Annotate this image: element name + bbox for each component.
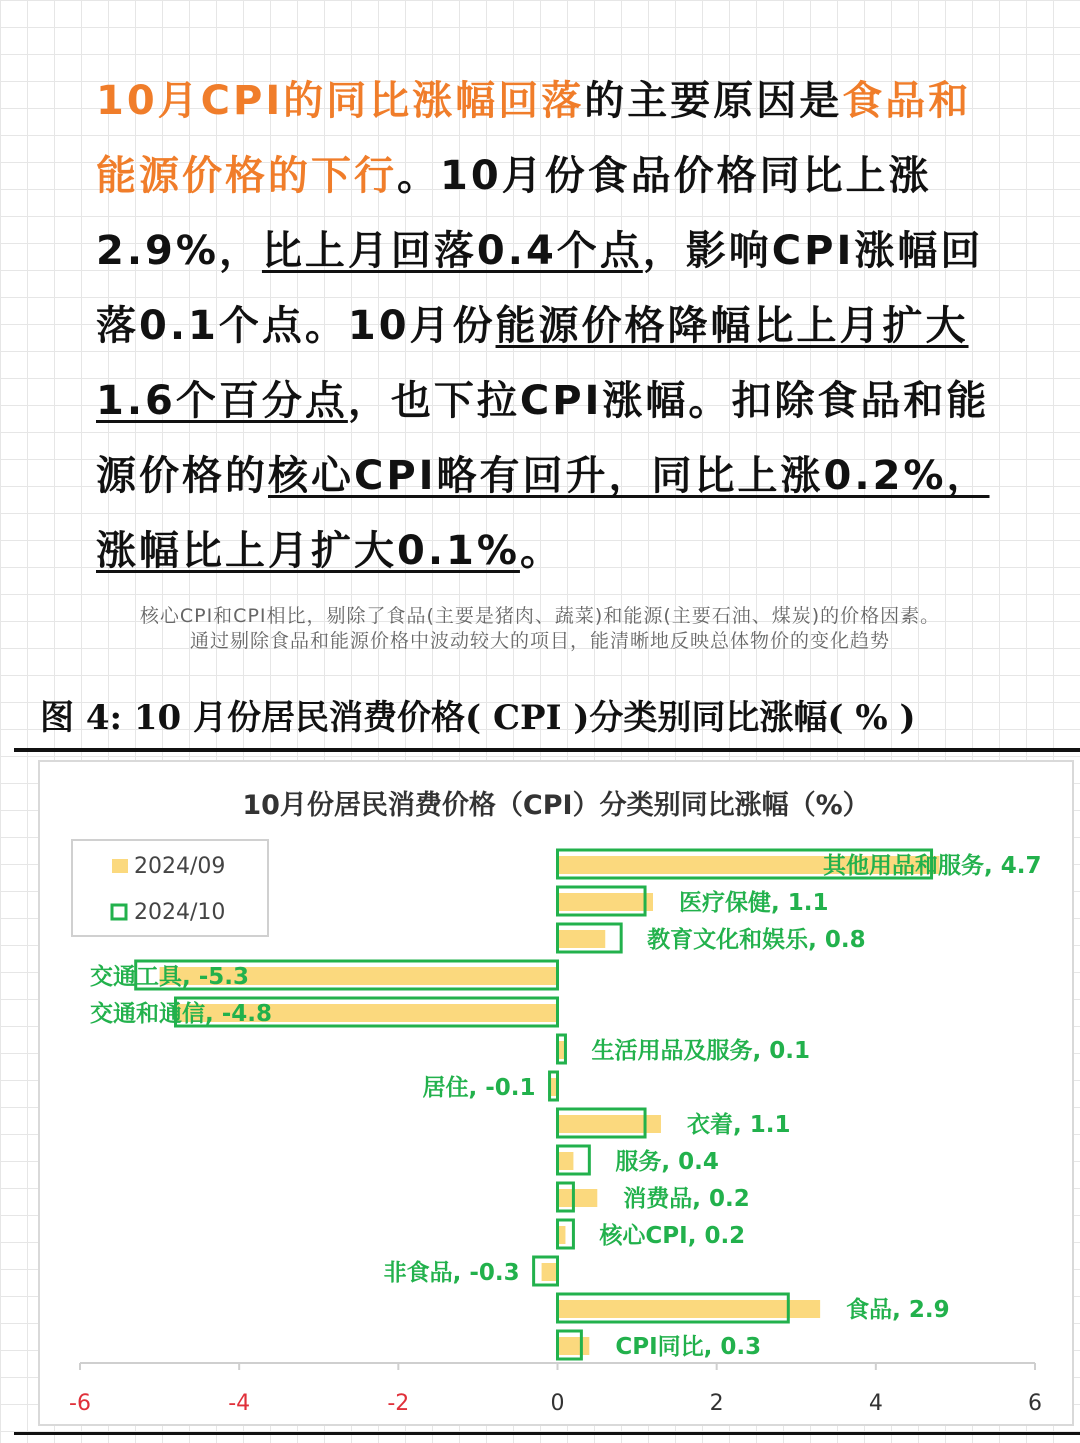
x-tick-label-2: -2 [387,1391,410,1416]
data-label-row-2: 教育文化和娱乐, 0.8 [647,927,866,953]
note-line-2: 通过剔除食品和能源价格中波动较大的项目，能清晰地反映总体物价的变化趋势 [189,630,890,652]
bar-2024-09-row-13 [558,1337,590,1355]
text-main-reason: 的主要原因是 [584,78,843,124]
text-period: 。 [519,528,563,574]
bar-2024-09-row-8 [558,1152,574,1170]
legend-swatch-2024-09 [112,859,128,873]
text-cpi-impact: ，影响CPI涨幅回落0.1个点。10月份 [96,228,984,349]
core-cpi-note [0,604,1080,654]
x-axis [69,1363,1042,1416]
x-tick-label-6: 6 [1028,1391,1042,1416]
data-label-row-0: 其他用品和服务, 4.7 [823,853,1042,879]
data-label-row-8: 服务, 0.4 [615,1149,719,1175]
underline-food-drop: 比上月回落0.4个点 [261,228,643,274]
data-label-row-6: 居住, -0.1 [422,1075,536,1101]
chart-legend [72,840,268,936]
highlight-cpi-drop: 10月CPI的同比涨幅回落 [96,78,585,124]
text-food-price: 。10月份食品价格同比上涨2.9%， [96,153,932,274]
x-tick-label-5: 4 [868,1391,883,1416]
legend-label-2024-10: 2024/10 [134,900,226,925]
highlight-food-energy: 食品和能源价格的下行 [96,78,972,199]
data-label-row-13: CPI同比, 0.3 [615,1334,762,1360]
data-label-row-4: 交通和通信, -4.8 [90,1001,273,1027]
bar-2024-09-row-1 [558,893,654,911]
note-line-1: 核心CPI和CPI相比，剔除了食品(主要是猪肉、蔬菜)和能源(主要石油、煤炭)的价格因素。 [139,605,941,627]
data-label-row-10: 核心CPI, 0.2 [599,1223,746,1249]
text-excluding: ，也下拉CPI涨幅。扣除食品和能源价格的 [96,378,990,499]
data-label-row-11: 非食品, -0.3 [383,1260,520,1286]
x-tick-label-0: -6 [69,1391,91,1416]
underline-core-cpi: 核心CPI略有回升，同比上涨0.2%，涨幅比上月扩大0.1% [96,453,990,574]
data-label-row-1: 医疗保健, 1.1 [679,890,829,916]
underline-energy-drop: 能源价格降幅比上月扩大1.6个百分点 [96,303,969,424]
x-tick-label-4: 2 [709,1391,724,1416]
figure-title: 图 4: 10 月份居民消费价格( CPI )分类别同比涨幅( % ) [40,698,916,738]
bar-2024-09-row-12 [558,1300,821,1318]
figure-bottom-rule [14,1432,1080,1435]
bar-2024-09-row-11 [542,1263,558,1281]
x-tick-label-3: 0 [550,1391,565,1416]
data-label-row-9: 消费品, 0.2 [623,1186,750,1212]
data-label-row-3: 交通工具, -5.3 [90,964,250,990]
chart-container [38,760,1074,1426]
cpi-bar-chart [40,762,1072,1424]
legend-label-2024-09: 2024/09 [134,854,226,879]
explanation-paragraph [96,64,1006,589]
figure-top-rule [14,748,1080,752]
chart-title: 10月份居民消费价格（CPI）分类别同比涨幅（%） [242,790,870,821]
bar-2024-09-row-9 [558,1189,598,1207]
data-label-row-7: 衣着, 1.1 [686,1112,791,1138]
data-label-row-5: 生活用品及服务, 0.1 [591,1038,810,1064]
bar-2024-09-row-2 [558,930,606,948]
x-tick-label-1: -4 [228,1391,251,1416]
data-label-row-12: 食品, 2.9 [846,1297,950,1323]
